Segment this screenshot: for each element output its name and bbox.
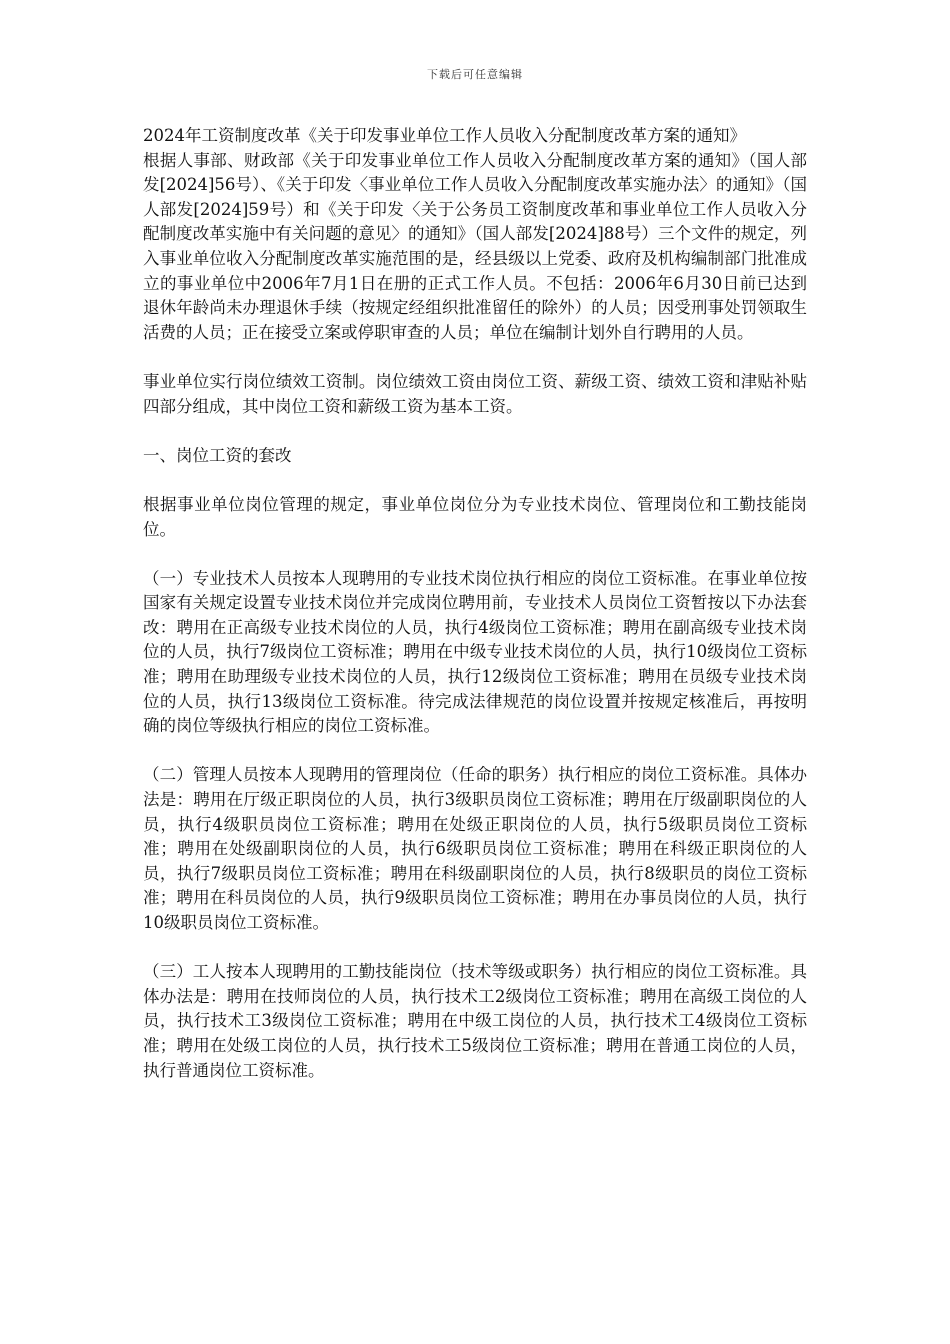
document-body <box>143 124 807 1108</box>
section-heading-post-wage: 一、岗位工资的套改 <box>143 445 292 465</box>
paragraph-scope: 根据人事部、财政部《关于印发事业单位工作人员收入分配制度改革方案的通知》（国人部发[2024]56号）、《关于印发〈事业单位工作人员收入分配制度改革实施办法〉的通知》（国人部发[2024]59号）和《关于印发〈关于公务员工资制度改革和事业单位工作人员收入分配制度改革实施中有关问题的意见〉的通知》（国人部发[2024]88号）三个文件的规定，列入事业单位收入分配制度改革实施范围的是，经县级以上党委、政府及机构编制部门批准成立的事业单位中2006年7月1日在册的正式工作人员。不包括：2006年6月30日前已达到退休年龄尚未办理退休手续（按规定经组织批准留任的除外）的人员；因受刑事处罚领取生活费的人员；正在接受立案或停职审查的人员；单位在编制计划外自行聘用的人员。 <box>143 150 807 342</box>
paragraph-workers: （三）工人按本人现聘用的工勤技能岗位（技术等级或职务）执行相应的岗位工资标准。具体办法是：聘用在技师岗位的人员，执行技术工2级岗位工资标准；聘用在高级工岗位的人员，执行技术工3级岗位工资标准；聘用在中级工岗位的人员，执行技术工4级岗位工资标准；聘用在处级工岗位的人员，执行技术工5级岗位工资标准；聘用在普通工岗位的人员，执行普通岗位工资标准。 <box>143 962 807 1080</box>
paragraph-wage-system: 事业单位实行岗位绩效工资制。岗位绩效工资由岗位工资、薪级工资、绩效工资和津贴补贴四部分组成，其中岗位工资和薪级工资为基本工资。 <box>143 371 807 416</box>
paragraph-technical-staff: （一）专业技术人员按本人现聘用的专业技术岗位执行相应的岗位工资标准。在事业单位按国家有关规定设置专业技术岗位并完成岗位聘用前，专业技术人员岗位工资暂按以下办法套改：聘用在正高级专业技术岗位的人员，执行4级岗位工资标准；聘用在副高级专业技术岗位的人员，执行7级岗位工资标准；聘用在中级专业技术岗位的人员，执行10级岗位工资标准；聘用在助理级专业技术岗位的人员，执行12级岗位工资标准；聘用在员级专业技术岗位的人员，执行13级岗位工资标准。待完成法律规范的岗位设置并按规定核准后，再按明确的岗位等级执行相应的岗位工资标准。 <box>143 568 807 736</box>
page-header-note: 下载后可任意编辑 <box>427 68 523 81</box>
paragraph-management-staff: （二）管理人员按本人现聘用的管理岗位（任命的职务）执行相应的岗位工资标准。具体办法是：聘用在厅级正职岗位的人员，执行3级职员岗位工资标准；聘用在厅级副职岗位的人员，执行4级职员岗位工资标准；聘用在处级正职岗位的人员，执行5级职员岗位工资标准；聘用在处级副职岗位的人员，执行6级职员岗位工资标准；聘用在科级正职岗位的人员，执行7级职员岗位工资标准；聘用在科级副职岗位的人员，执行8级职员的岗位工资标准；聘用在科员岗位的人员，执行9级职员岗位工资标准；聘用在办事员岗位的人员，执行10级职员岗位工资标准。 <box>143 765 807 932</box>
paragraph-post-categories: 根据事业单位岗位管理的规定，事业单位岗位分为专业技术岗位、管理岗位和工勤技能岗位。 <box>143 494 807 539</box>
document-title: 2024年工资制度改革《关于印发事业单位工作人员收入分配制度改革方案的通知》 <box>143 126 746 145</box>
